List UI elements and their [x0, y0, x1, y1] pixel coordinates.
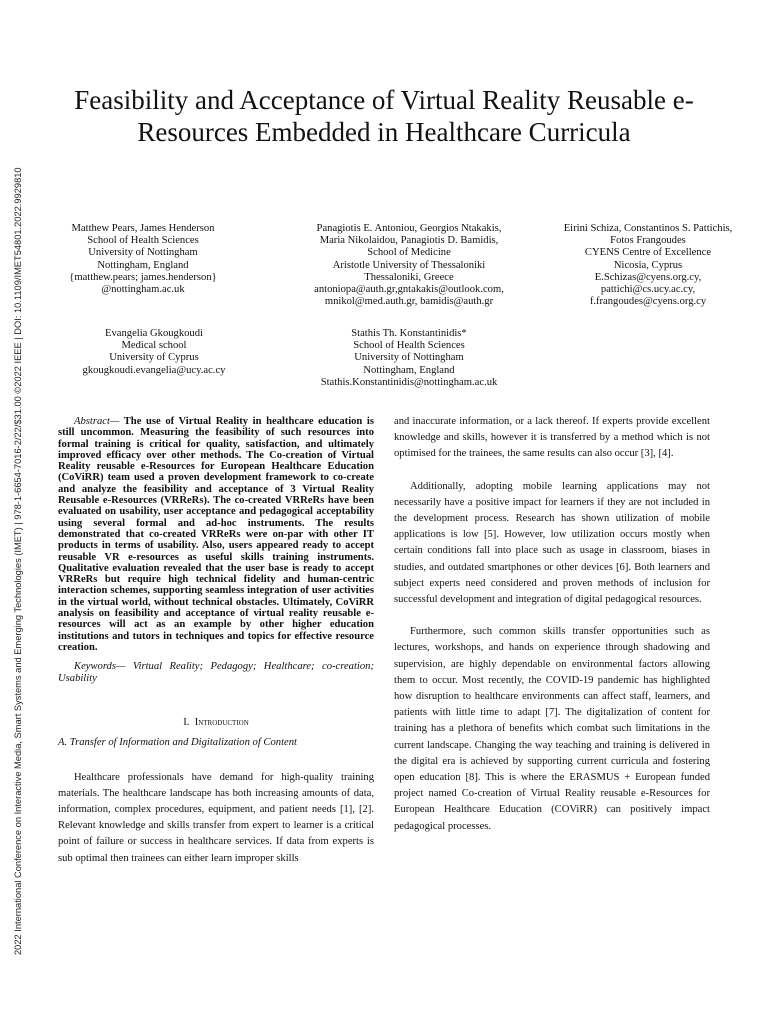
section-heading: I. Introduction: [183, 717, 249, 729]
body-paragraph: and inaccurate information, or a lack thereof. If experts provide excellent knowledge and skills, however it is transferred by a method which is not optimised for the trainees, the same results can also occur [3], [4].: [394, 416, 710, 460]
left-column: [58, 416, 374, 867]
paper-title: Feasibility and Acceptance of Virtual Reality Reusable e-Resources Embedded in Healthcare Curricula: [74, 85, 694, 147]
author-block-cyens: Eirini Schiza, Constantinos S. Pattichis, Fotos Frangoudes CYENS Centre of Excellence Nicosia, Cyprus E.Schizas@cyens.org.cy, pattichi@cs.ucy.ac.cy, f.frangoudes@cyens.org.cy: [563, 223, 733, 308]
keywords-label: Keywords—: [74, 661, 126, 673]
conference-sidebar: [2, 0, 24, 1024]
body-paragraph: Healthcare professionals have demand for high-quality training materials. The healthcare landscape has both increasing amounts of data, information, complex procedures, equipment, and patient needs [1], [2]. Relevant knowledge and skills transfer from expert to learner is a critical point of failure or success in healthcare services. If data from experts is sub optimal then trainees can either learn improper skills: [58, 771, 374, 864]
author-block-cyprus: Evangelia Gkougkoudi Medical school University of Cyprus gkougkoudi.evangelia@ucy.ac.cy: [82, 328, 226, 376]
abstract: [58, 416, 374, 653]
subsection-heading: A. Transfer of Information and Digitalization of Content: [58, 737, 297, 749]
abstract-text: The use of Virtual Reality in healthcare education is still uncommon. Measuring the feasibility of such resources into formal training is critical for quality, satisfaction, and ultimately improved efficacy over other methods. The Co-creation of Virtual Reality reusable e-Resources for European Healthcare Education (CoViRR) team used a proven development framework to co-create and analyze the feasibility and acceptance of 3 Virtual Reality Reusable e-Resources (VRReRs). The co-created VRReRs have been evaluated on usability, user acceptance and pedagogical acceptability using several formal and ad-hoc instruments. The results demonstrated that co-created VRReRs were on-par with other IT products in terms of usability. Also, users appeared ready to accept reusable VR e-resources as useful skills training instruments. Qualitative evaluation revealed that the user base is ready to accept VRReRs but require high technical fidelity and human-centric interaction schemes, supporting seamless integration of user activities in the virtual world, without technical obstacles. Ultimately, CoViRR analysis on feasibility and acceptance of virtual reality reusable e-resources will act as an example by other higher education institutions and tutors in techniques and topics for effective resource creation.: [58, 416, 374, 653]
keywords: [58, 661, 374, 685]
body-paragraph: Additionally, adopting mobile learning applications may not necessarily have a positive impact for learners if they are not included in the development process. Research has shown utilization of mobile applications is low [5]. However, low utilization occurs mostly when certain conditions fall into place such as usage in classroom, biases in studies, and outdated smartphones or other devices [6]. Both learners and subject experts need considered and proven methods of inclusion for successful development and integration of digital pedagogical resources.: [394, 480, 710, 606]
right-column: [394, 414, 710, 835]
author-block-nottingham: Matthew Pears, James Henderson School of Health Sciences University of Nottingham Nottingham, England {matthew.pears; james.henderson} @nottingham.ac.uk: [69, 223, 217, 296]
body-paragraph: Furthermore, such common skills transfer opportunities such as lectures, workshops, and hands on experience through shadowing and supervision, are highly dependable on environmental factors allowing them to occur. Most recently, the COVID-19 pandemic has highlighted how disruption to healthcare environments can affect staff, learners, and patients with little time to adapt [7]. The digitalization of content for training has a plethora of benefits which combat such limitations in the current landscape. Changing the way teaching and training is delivered in the digital era is achieved by supporting current curricula and fostering open education [8]. This is where the ERASMUS + European funded project named Co-creation of Virtual Reality reusable e-Resources for European Healthcare Education (COViRR) can positively impact pedagogical processes.: [394, 626, 710, 832]
doi-citation-line: 2022 International Conference on Interactive Media, Smart Systems and Emerging Technologies (IMET) | 978-1-6654-7016-2/22/$31.00 ©2022 IEEE | DOI: 10.1109/IMET54801.2022.9929810: [13, 167, 23, 955]
abstract-label: Abstract—: [74, 416, 120, 427]
keywords-text: Virtual Reality; Pedagogy; Healthcare; co-creation; Usability: [58, 661, 374, 685]
author-block-konstantinidis: Stathis Th. Konstantinidis* School of Health Sciences University of Nottingham Nottingham, England Stathis.Konstantinidis@nottingham.ac.uk: [320, 328, 498, 388]
author-block-thessaloniki: Panagiotis E. Antoniou, Georgios Ntakakis, Maria Nikolaidou, Panagiotis D. Bamidis, School of Medicine Aristotle University of Thessaloniki Thessaloniki, Greece antoniopa@auth.gr,gntakakis@outlook.com, mnikol@med.auth.gr, bamidis@auth.gr: [314, 223, 504, 308]
